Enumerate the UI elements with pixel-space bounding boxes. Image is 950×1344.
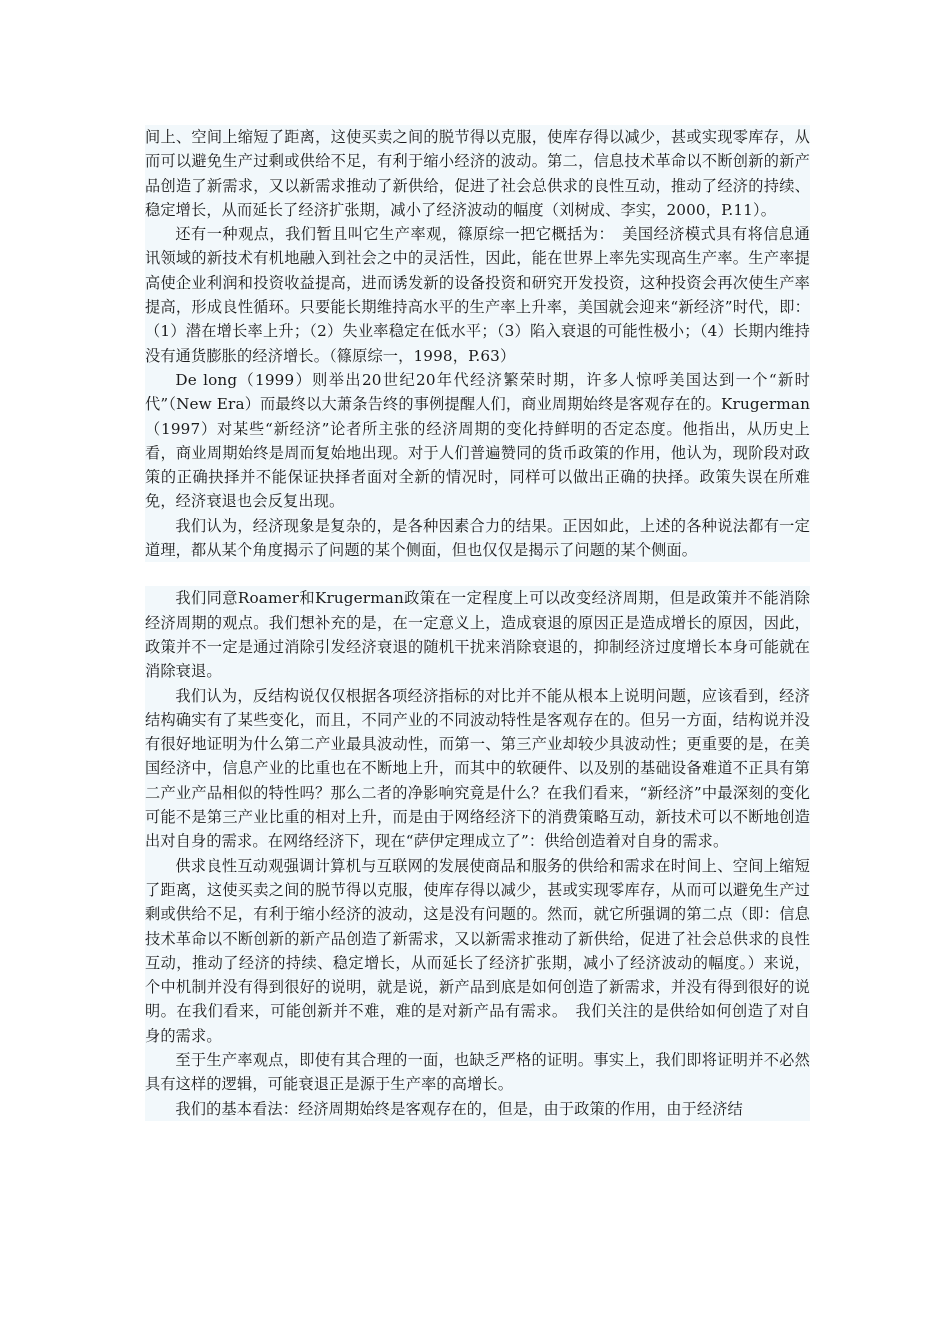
document-body xyxy=(145,125,810,1121)
paragraph-1: 间上、空间上缩短了距离，这使买卖之间的脱节得以克服，使库存得以减少，甚或实现零库存，从而可以避免生产过剩或供给不足，有利于缩小经济的波动。第二，信息技术革命以不断创新的新产品创造了新需求，又以新需求推动了新供给，促进了社会总供求的良性互动，推动了经济的持续、稳定增长，从而延长了经济扩张期，减小了经济波动的幅度（刘树成、李实，2000，P.11）。 xyxy=(145,125,810,222)
paragraph-6: 我们认为，反结构说仅仅根据各项经济指标的对比并不能从根本上说明问题，应该看到，经济结构确实有了某些变化，而且，不同产业的不同波动特性是客观存在的。但另一方面，结构说并没有很好地证明为什么第二产业最具波动性，而第一、第三产业却较少具波动性；更重要的是，在美国经济中，信息产业的比重也在不断地上升，而其中的软硬件、以及别的基础设备难道不正具有第二产业产品相似的特性吗？那么二者的净影响究竟是什么？在我们看来，“新经济”中最深刻的变化可能不是第三产业比重的相对上升，而是由于网络经济下的消费策略互动，新技术可以不断地创造出对自身的需求。在网络经济下，现在“萨伊定理成立了”：供给创造着对自身的需求。 xyxy=(145,684,810,854)
paragraph-8: 至于生产率观点，即使有其合理的一面，也缺乏严格的证明。事实上，我们即将证明并不必然具有这样的逻辑，可能衰退正是源于生产率的高增长。 xyxy=(145,1048,810,1097)
paragraph-3: De long（1999）则举出20世纪20年代经济繁荣时期，许多人惊呼美国达到一个“新时代”（New Era）而最终以大萧条告终的事例提醒人们，商业周期始终是客观存在的。Krugerman（1997）对某些“新经济”论者所主张的经济周期的变化持鲜明的否定态度。他指出，从历史上看，商业周期始终是周而复始地出现。对于人们普遍赞同的货币政策的作用，他认为，现阶段对政策的正确抉择并不能保证抉择者面对全新的情况时，同样可以做出正确的抉择。政策失误在所难免，经济衰退也会反复出现。 xyxy=(145,368,810,514)
paragraph-5: 我们同意Roamer和Krugerman政策在一定程度上可以改变经济周期，但是政策并不能消除经济周期的观点。我们想补充的是，在一定意义上，造成衰退的原因正是造成增长的原因，因此，政策并不一定是通过消除引发经济衰退的随机干扰来消除衰退的，抑制经济过度增长本身可能就在消除衰退。 xyxy=(145,586,810,683)
paragraph-9: 我们的基本看法：经济周期始终是客观存在的，但是，由于政策的作用，由于经济结 xyxy=(145,1097,810,1121)
paragraph-2: 还有一种观点，我们暂且叫它生产率观，篠原综一把它概括为： 美国经济模式具有将信息通讯领域的新技术有机地融入到社会之中的灵活性，因此，能在世界上率先实现高生产率。生产率提高使企业利润和投资收益提高，进而诱发新的设备投资和研究开发投资，这种投资会再次使生产率提高，形成良性循环。只要能长期维持高水平的生产率上升率，美国就会迎来“新经济”时代，即：（1）潜在增长率上升；（2）失业率稳定在低水平；（3）陷入衰退的可能性极小；（4）长期内维持没有通货膨胀的经济增长。（篠原综一，1998，P.63） xyxy=(145,222,810,368)
paragraph-7: 供求良性互动观强调计算机与互联网的发展使商品和服务的供给和需求在时间上、空间上缩短了距离，这使买卖之间的脱节得以克服，使库存得以减少，甚或实现零库存，从而可以避免生产过剩或供给不足，有利于缩小经济的波动，这是没有问题的。然而，就它所强调的第二点（即：信息技术革命以不断创新的新产品创造了新需求，又以新需求推动了新供给，促进了社会总供求的良性互动，推动了经济的持续、稳定增长，从而延长了经济扩张期，减小了经济波动的幅度。）来说，个中机制并没有得到很好的说明，就是说，新产品到底是如何创造了新需求，并没有得到很好的说明。在我们看来，可能创新并不难，难的是对新产品有需求。 我们关注的是供给如何创造了对自身的需求。 xyxy=(145,854,810,1048)
paragraph-4: 我们认为，经济现象是复杂的，是各种因素合力的结果。正因如此，上述的各种说法都有一定道理，都从某个角度揭示了问题的某个侧面，但也仅仅是揭示了问题的某个侧面。 xyxy=(145,514,810,563)
paragraph-gap xyxy=(145,562,810,586)
